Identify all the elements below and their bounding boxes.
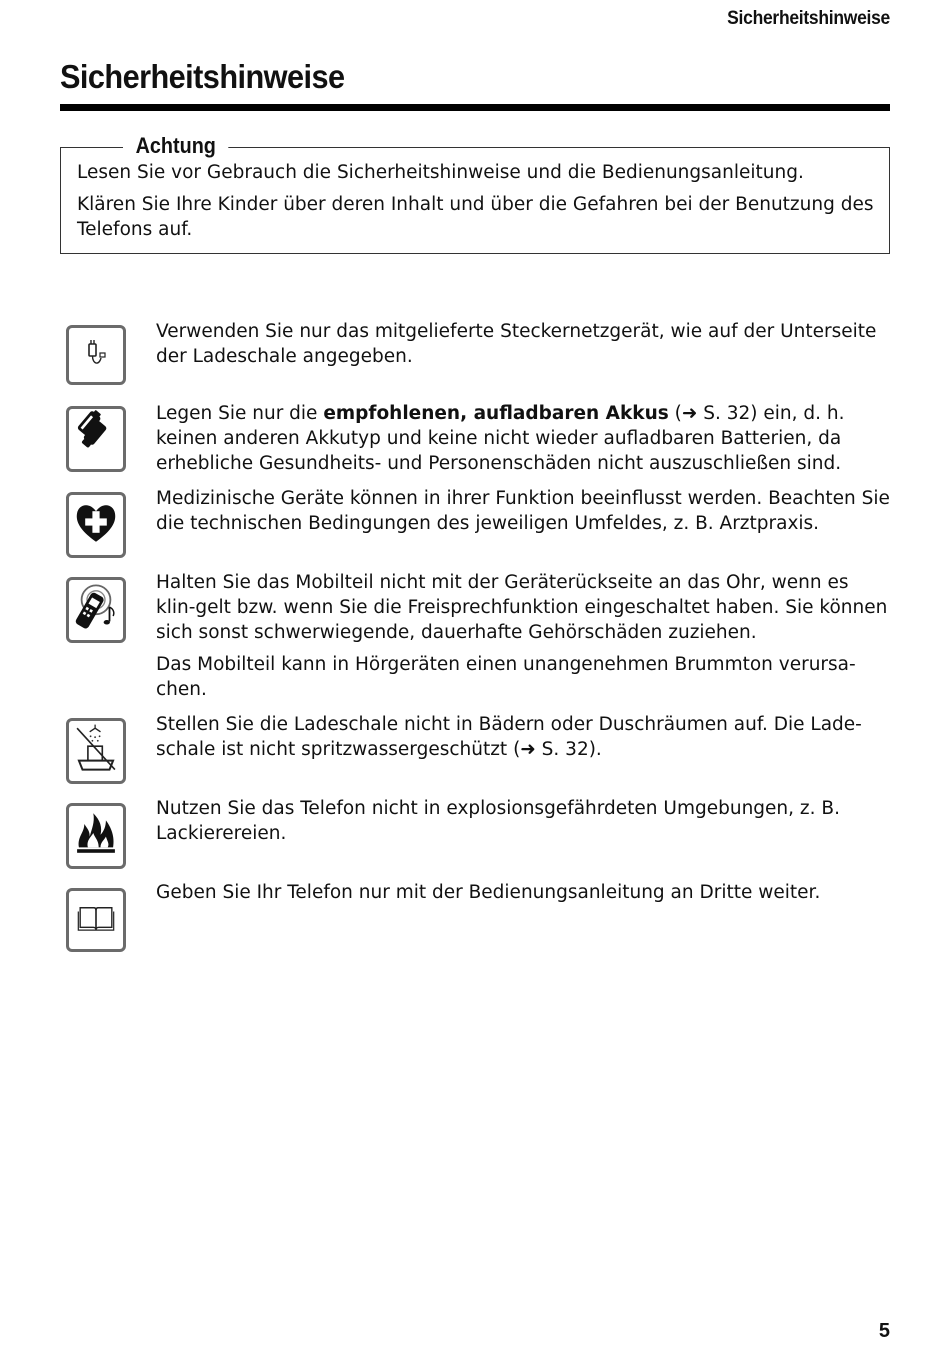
notice-title: Achtung bbox=[123, 132, 228, 160]
battery-icon bbox=[66, 406, 126, 472]
safety-item-text: Verwenden Sie nur das mitgelieferte Steckernetzgerät, wie auf der Unterseite der Ladeschale angegeben. bbox=[156, 321, 877, 367]
safety-item-text: Das Mobilteil kann in Hörgeräten einen unangenehmen Brummton verursa-chen. bbox=[156, 654, 856, 700]
notice-paragraph: Klären Sie Ihre Kinder über deren Inhalt und über die Gefahren bei der Benutzung des Telefons auf. bbox=[77, 194, 874, 240]
safety-item-text: Medizinische Geräte können in ihrer Funktion beeinflusst werden. Beachten Sie die technischen Bedingungen des jeweiligen Umfeldes, z. B. Arztpraxis. bbox=[156, 488, 890, 534]
phone-ear-icon bbox=[66, 577, 126, 643]
page-title: Sicherheitshinweise bbox=[60, 58, 345, 95]
power-adapter-icon bbox=[66, 325, 126, 385]
safety-item-text: Nutzen Sie das Telefon nicht in explosionsgefährdeten Umgebungen, z. B. Lackierereien. bbox=[156, 798, 840, 844]
safety-item-text: Stellen Sie die Ladeschale nicht in Bädern oder Duschräumen auf. Die Lade-schale ist nicht spritzwassergeschützt (➜ S. 32). bbox=[156, 714, 862, 760]
page-number: 5 bbox=[878, 1320, 890, 1342]
running-header: Sicherheitshinweise bbox=[727, 8, 890, 29]
notice-box bbox=[60, 133, 890, 254]
manual-book-icon bbox=[66, 888, 126, 952]
title-rule bbox=[60, 104, 890, 111]
safety-item-text: Halten Sie das Mobilteil nicht mit der Geräterückseite an das Ohr, wenn es klin-gelt bzw. wenn Sie die Freisprechfunktion eingeschaltet haben. Sie können sich sonst schwerwiegende, dauerhafte Gehörschäden zuziehen. bbox=[156, 572, 888, 643]
notice-paragraph: Lesen Sie vor Gebrauch die Sicherheitshinweise und die Bedienungsanleitung. bbox=[77, 162, 804, 183]
explosion-flame-icon bbox=[66, 803, 126, 869]
medical-heart-icon bbox=[66, 492, 126, 558]
safety-item-text: Legen Sie nur die empfohlenen, aufladbaren Akkus (➜ S. 32) ein, d. h. keinen anderen Akkutyp und keine nicht wieder aufladbaren Batterien, da erhebliche Gesundheits- und Personenschäden nicht auszuschließen sind. bbox=[156, 403, 845, 474]
safety-item-text: Geben Sie Ihr Telefon nur mit der Bedienungsanleitung an Dritte weiter. bbox=[156, 882, 821, 903]
no-bathroom-icon bbox=[66, 718, 126, 784]
